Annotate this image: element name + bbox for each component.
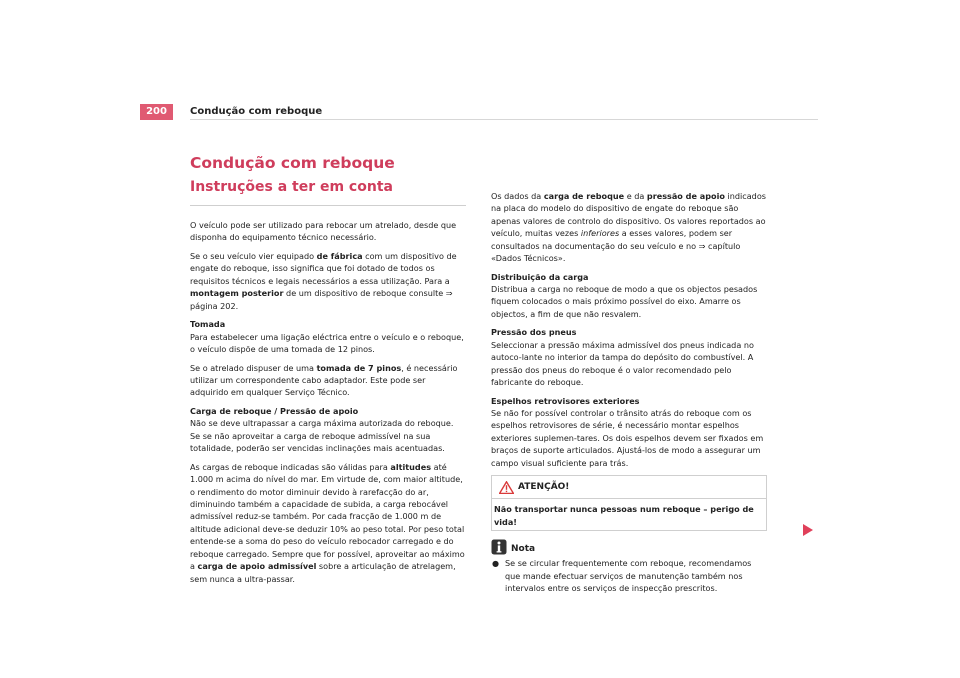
paragraph-adapter: Se o atrelado dispuser de uma tomada de 7 pinos, é necessário utilizar um correspondente cabo adaptador. Este pode ser adquirido em qualquer Serviço Técnico. <box>190 362 458 398</box>
heading-mirrors: Espelhos retrovisores exteriores <box>491 395 640 406</box>
section-divider <box>190 205 466 206</box>
left-column <box>190 219 466 591</box>
bullet-icon: ● <box>492 558 500 569</box>
paragraph-rating-plate: Os dados da carga de reboque e da pressão de apoio indicados na placa do modelo do dispositivo de engate do reboque são apenas valores de controlo do dispositivo. Os valores reportados ao veículo, muitas vezes inferiores a esses valores, podem ser consultados na documentação do seu veículo e no ⇒ capítulo «Dados Técnicos». <box>491 191 766 264</box>
heading-tomada: Tomada <box>190 319 226 330</box>
note-title: Nota <box>511 544 536 555</box>
warning-triangle-icon <box>499 481 514 494</box>
paragraph-mirrors: Se não for possível controlar o trânsito atrás do reboque com os espelhos retrovisores de série, é necessário montar espelhos exteriores suplemen-tares. Os dois espelhos devem ser fixados em braços de suporte articulados. Ajustá-los de modo a assegurar um campo visual suficiente para trás. <box>491 408 764 468</box>
paragraph-tyre-pressure: Seleccionar a pressão máxima admissível dos pneus indicada no autoco-lante no interior da tampa do depósito do combustível. A pressão dos pneus do reboque é o valor recomendado pelo fabricante do reboque. <box>491 339 754 388</box>
heading-load-distribution: Distribuição da carga <box>491 271 589 282</box>
paragraph-socket: Para estabelecer uma ligação eléctrica entre o veículo e o reboque, o veículo dispõe de uma tomada de 12 pinos. <box>190 331 464 355</box>
header-divider <box>190 119 818 120</box>
heading-trailer-load: Carga de reboque / Pressão de apoio <box>190 406 359 417</box>
warning-header <box>492 476 766 499</box>
heading-tyre-pressure: Pressão dos pneus <box>491 327 577 338</box>
section-title: Instruções a ter em conta <box>190 179 393 195</box>
warning-title: ATENÇÃO! <box>518 482 570 493</box>
warning-text: Não transportar nunca pessoas num reboque – perigo de vida! <box>494 504 754 527</box>
right-column <box>491 190 767 601</box>
warning-box <box>491 475 767 531</box>
chapter-title: Condução com reboque <box>190 154 395 172</box>
note-text: Se se circular frequentemente com reboque, recomendamos que mande efectuar serviços de manutenção também nos intervalos entre os serviços de inspecção prescritos. <box>505 558 752 593</box>
running-header-title: Condução com reboque <box>190 106 323 117</box>
continue-arrow-icon <box>803 524 813 536</box>
paragraph-max-load: Não se deve ultrapassar a carga máxima autorizada do reboque. Se se não aproveitar a carga de reboque admissível na sua totalidade, poderão ser vencidas inclinações mais acentuadas. <box>190 418 454 454</box>
page-number: 200 <box>140 104 173 120</box>
paragraph-altitude: As cargas de reboque indicadas são válidas para altitudes até 1.000 m acima do nível do mar. Em virtude de, com maior altitude, o rendimento do motor diminuir devido à rarefacção do ar, diminuindo também a capacidade de subida, a carga rebocável admissível reduz-se também. Por cada fracção de 1.000 m de altitude adicional deve-se deduzir 10% ao peso total. Por peso total entende-se a soma do peso do veículo rebocador carregado e do reboque carregado. Sempre que for possível, aproveitar ao máximo a carga de apoio admissível sobre a articulação de atrelagem, sem nunca a ultra-passar. <box>190 461 465 584</box>
note-info-icon <box>491 539 507 555</box>
paragraph-load-distribution: Distribua a carga no reboque de modo a que os objectos pesados fiquem colocados o mais próximo possível do eixo. Amarre os objectos, a fim de que não resvalem. <box>491 284 758 319</box>
paragraph-factory-hitch: Se o seu veículo vier equipado de fábrica com um dispositivo de engate do reboque, isso significa que foi dotado de todos os requisitos técnicos e legais necessários a essa utilização. Para a montagem posterior de um dispositivo de reboque consulte ⇒ página 202. <box>190 251 457 311</box>
paragraph-intro: O veículo pode ser utilizado para rebocar um atrelado, desde que disponha do equipamento técnico necessário. <box>190 220 457 243</box>
note-header <box>491 539 767 557</box>
note-list-item <box>491 557 767 594</box>
